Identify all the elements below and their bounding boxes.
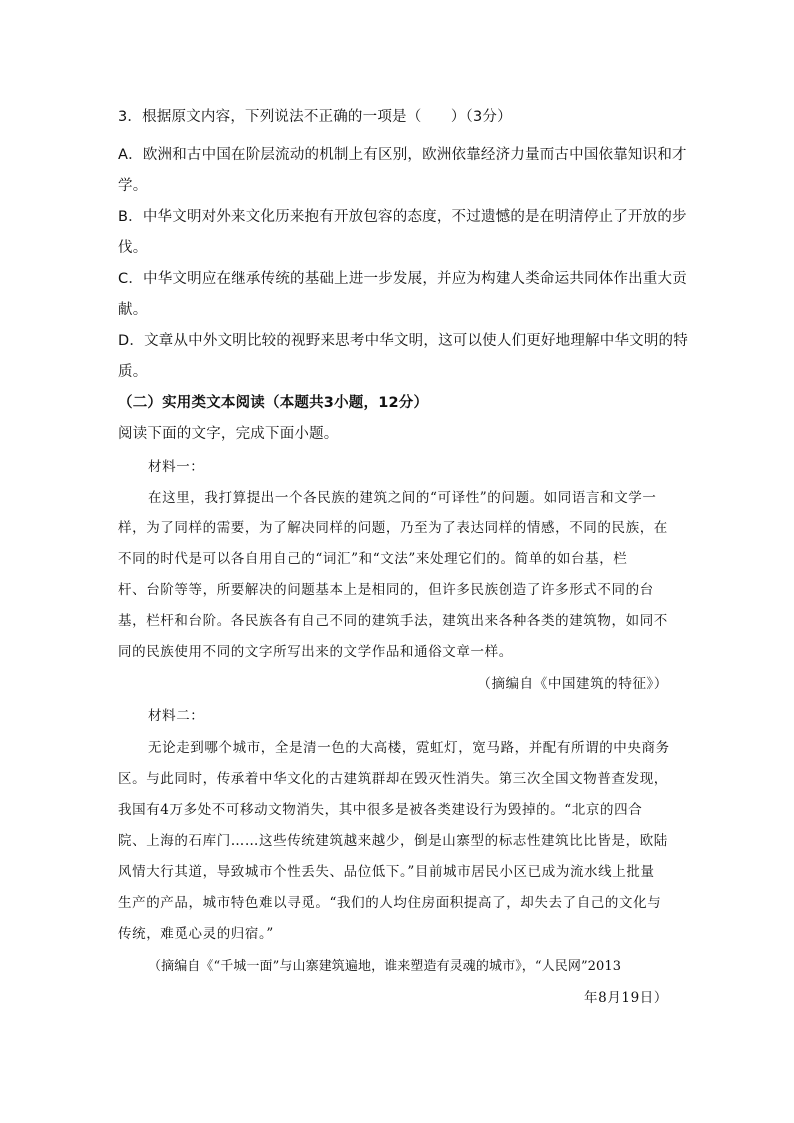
material-2-line: 传统，难觅心灵的归宿。” bbox=[118, 926, 274, 942]
material-2-source-line-2: 年8月19日） bbox=[584, 990, 668, 1006]
option-a-line-2: 学。 bbox=[118, 178, 148, 194]
option-a-line-1: A．欧洲和古中国在阶层流动的机制上有区别，欧洲依靠经济力量而古中国依靠知识和才 bbox=[118, 147, 687, 163]
option-d-line-2: 质。 bbox=[118, 364, 148, 380]
material-1-line: 杆、台阶等等，所要解决的问题基本上是相同的，但许多民族创造了许多形式不同的台 bbox=[118, 582, 654, 598]
option-b-line-1: B．中华文明对外来文化历来抱有开放包容的态度，不过遗憾的是在明清停止了开放的步 bbox=[118, 209, 687, 225]
option-c-line-2: 献。 bbox=[118, 302, 148, 318]
material-1-line: 在这里，我打算提出一个各民族的建筑之间的“可译性”的问题。如同语言和文学一 bbox=[148, 490, 657, 506]
material-2-line: 无论走到哪个城市，全是清一色的大高楼，霓虹灯，宽马路，并配有所谓的中央商务 bbox=[148, 740, 670, 756]
section-instruction: 阅读下面的文字，完成下面小题。 bbox=[118, 426, 339, 442]
material-1-source: （摘编自《中国建筑的特征》） bbox=[477, 676, 668, 692]
option-c-line-1: C．中华文明应在继承传统的基础上进一步发展，并应为构建人类命运共同体作出重大贡 bbox=[118, 271, 687, 287]
material-2-line: 我国有4万多处不可移动文物消失，其中很多是被各类建设行为毁掉的。“北京的四合 bbox=[118, 802, 643, 818]
option-b-line-2: 伐。 bbox=[118, 240, 148, 256]
material-2-line: 风情大行其道，导致城市个性丢失、品位低下。”目前城市居民小区已成为流水线上批量 bbox=[118, 864, 655, 880]
material-2-line: 区。与此同时，传承着中华文化的古建筑群却在毁灭性消失。第三次全国文物普查发现， bbox=[118, 771, 668, 787]
material-1-line: 不同的时代是可以各自用自己的“词汇”和“文法”来处理它们的。简单的如台基，栏 bbox=[118, 551, 628, 567]
option-d-line-1: D．文章从中外文明比较的视野来思考中华文明，这可以使人们更好地理解中华文明的特 bbox=[118, 333, 688, 349]
material-1-label: 材料一： bbox=[148, 459, 205, 475]
material-1-line: 样，为了同样的需要，为了解决同样的问题，乃至为了表达同样的情感，不同的民族，在 bbox=[118, 520, 668, 536]
material-2-label: 材料二： bbox=[148, 708, 205, 724]
question-3-stem: 3．根据原文内容，下列说法不正确的一项是（ ）（3分） bbox=[118, 109, 512, 125]
material-1-line: 基，栏杆和台阶。各民族各有自己不同的建筑手法，建筑出来各种各类的建筑物，如同不 bbox=[118, 613, 668, 629]
material-2-source-line-1: （摘编自《“千城一面”与山寨建筑遍地，谁来塑造有灵魂的城市》，“人民网”2013 bbox=[148, 959, 622, 974]
material-2-line: 生产的产品，城市特色难以寻觅。“我们的人均住房面积提高了，却失去了自己的文化与 bbox=[118, 895, 662, 911]
material-2-line: 院、上海的石库门……这些传统建筑越来越少，倒是山寨型的标志性建筑比比皆是，欧陆 bbox=[118, 833, 668, 849]
section-heading: （二）实用类文本阅读（本题共3小题，12分） bbox=[118, 395, 429, 411]
material-1-line: 同的民族使用不同的文字所写出来的文学作品和通俗文章一样。 bbox=[118, 644, 513, 660]
